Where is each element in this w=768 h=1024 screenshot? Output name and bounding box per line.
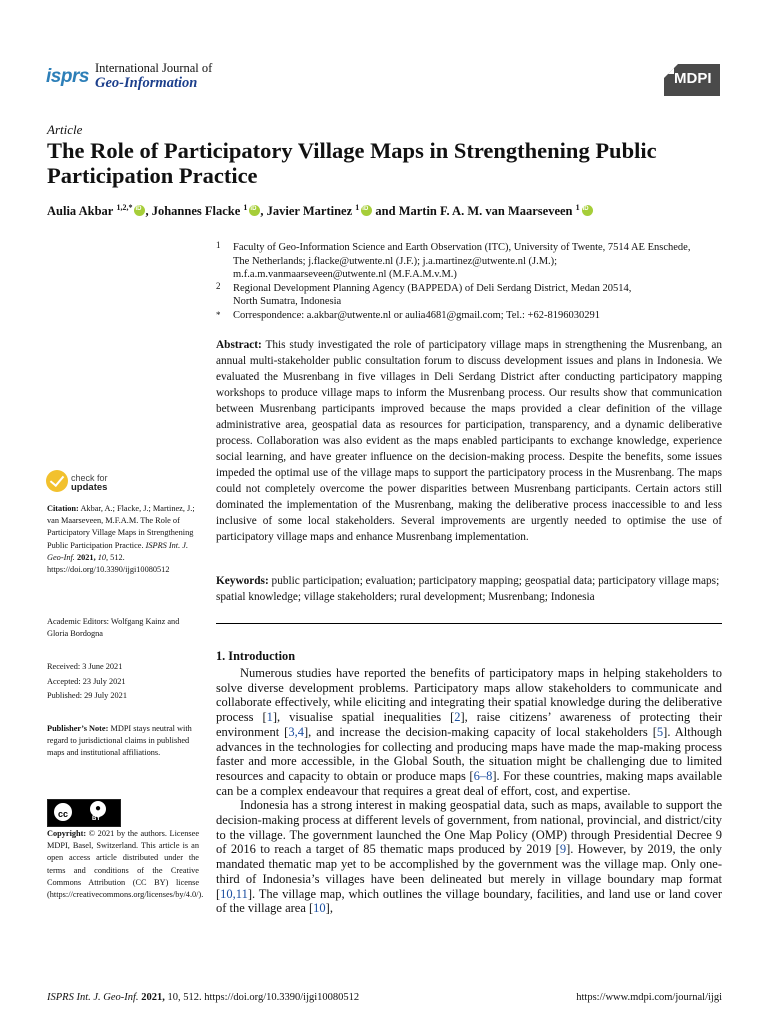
orcid-icon[interactable] [582, 205, 593, 216]
affiliation-row [216, 295, 736, 309]
affiliation-text: The Netherlands; j.flacke@utwente.nl (J.F.); j.a.martinez@utwente.nl (J.M.); [233, 256, 558, 267]
affiliation-number: 2 [216, 281, 221, 291]
affiliation-text: North Sumatra, Indonesia [233, 296, 342, 307]
academic-editors: Academic Editors: Wolfgang Kainz and Gloria Bordogna [47, 617, 180, 639]
affiliation-row [216, 255, 736, 269]
copyright-text: © 2021 by the authors. Licensee MDPI, Basel, Switzerland. This article is an open access article distributed under the terms and conditions of the Creative Commons Attribution (CC BY) license (https://creativecommons.org/licenses/by/4.0/). [47, 829, 204, 900]
citation-volume: 10, [97, 552, 109, 562]
citation-link[interactable]: 9 [559, 842, 567, 857]
published-date: Published: 29 July 2021 [47, 691, 127, 700]
footer-citation [47, 992, 359, 1003]
keywords-label: Keywords: [216, 575, 269, 587]
citation-link[interactable]: 3,4 [288, 724, 304, 739]
body-text-run: ]. The village map, which outlines the village boundary, facilities, and land use or land cover of the village area [ [216, 886, 722, 916]
footer-journal: ISPRS Int. J. Geo-Inf. [47, 992, 139, 1003]
affiliation-row [216, 309, 736, 323]
affiliation-row [216, 241, 736, 255]
author-name[interactable]: Javier Martinez [266, 204, 353, 219]
cc-by-license-badge[interactable] [47, 799, 121, 827]
citation-year: 2021, [76, 552, 96, 562]
journal-name-line2: Geo-Information [95, 75, 198, 91]
accepted-date: Accepted: 23 July 2021 [47, 677, 126, 686]
body-text [216, 666, 722, 916]
publisher-note-label: Publisher’s Note: [47, 724, 109, 733]
author-affiliation-mark: 1 [575, 203, 580, 212]
section-divider [216, 623, 722, 624]
citation-link[interactable]: 2 [454, 710, 461, 725]
abstract-text: This study investigated the role of participatory village maps in strengthening the Musrenbang, an annual multi-stakeholder public consultation forum to discuss development issues and plans in Indonesia. We evaluated the Musrenbang in five villages in Deli Serdang District after conducting participatory mapping workshops to produce village maps to inform the Musrenbang process. Our results show that communication between Musrenbang participants improved because the maps provided a clear definition of the village administrative area, geospatial data as resources for participation, transparency, and a dynamic deliberative process. Collaboration was also evident as the maps enabled participants to exchange knowledge, experience social learning, and have greater influence on the decision-making process. Despite the benefits, some issues impeded the optimal use of the village maps to support the participatory process in the Musrenbang. The maps could not completely overcome the power disparities between Musrenbang participants. Certain actors still dominated the implementation of the Musrenbang, making the deliberative process inaccessible to and less inclusive of some local stakeholders. Several improvements are urgently needed to optimise the use of participatory village maps and enhance Musrenbang implementation. [216, 339, 723, 543]
author-affiliation-mark: 1 [355, 203, 360, 212]
citation-label: Citation: [47, 504, 79, 513]
body-text-run: ]. For these countries, making maps available can be a complex endeavour that requires a great deal of effort, cost, and expertise. [216, 768, 722, 798]
footer-doi[interactable]: 10, 512. https://doi.org/10.3390/ijgi10080512 [167, 992, 360, 1003]
affiliation-text: Faculty of Geo-Information Science and Earth Observation (ITC), University of Twente, 7514 AE Enschede, [233, 242, 691, 253]
author-list: Aulia Akbar $^{1,2,*}$iD , Johannes Flacke $^1$iD , Javier Martinez $^1$iD and Martin F. A. M. van Maarseveen $^1$iD [47, 203, 737, 219]
body-text-run: ], raise citizens’ awareness of protecting their environment [ [216, 710, 723, 739]
article-title: The Role of Participatory Village Maps in Strengthening Public Participation Practice [47, 138, 657, 188]
journal-logo[interactable] [46, 60, 216, 96]
keywords-text: public participation; evaluation; participatory mapping; geospatial data; participatory village maps; spatial knowledge; village stakeholders; rural development; Musrenbang; Indonesia [216, 575, 720, 603]
check-for-updates-button[interactable] [46, 470, 136, 498]
body-text-run: Indonesia has a strong interest in making geospatial data, such as maps, available to support the decision-making process at different levels of government, from national, provincial, and district/city to the village. The government launched the One Map Policy (OMP) through Presidential Decree 9 of 2016 to reach a target of 85 thematic maps produced by 2019 [ [216, 798, 722, 857]
affiliation-text: m.f.a.m.vanmaarseveen@utwente.nl (M.F.A.M.v.M.) [233, 269, 457, 280]
affiliation-text: Correspondence: a.akbar@utwente.nl or aulia4681@gmail.com; Tel.: +62-8196030291 [233, 310, 600, 321]
body-paragraph [216, 798, 722, 916]
keywords [216, 573, 722, 605]
check-updates-line1: check for [71, 473, 108, 483]
cc-icon: cc [54, 803, 72, 821]
article-type: Article [47, 122, 83, 137]
journal-name-line1: International Journal of [95, 61, 213, 75]
body-text-run: ]. Although advances in the technologies for collecting and producing maps have made the map-making process faster and more accessible, in the Global South, the situation might be challenging due to limited resources and capacity to obtain or produce maps [ [216, 724, 723, 783]
author-conjunction: and [375, 204, 396, 219]
body-text-run: ], and increase the decision-making capacity of local stakeholders [ [303, 724, 657, 739]
isprs-logo-icon: isprs [46, 66, 89, 87]
affiliation-row [216, 268, 736, 282]
by-label: BY [92, 816, 101, 822]
body-text-run: ], [325, 901, 333, 916]
author-name[interactable]: Martin F. A. M. van Maarseveen [398, 204, 573, 219]
author-name[interactable]: Aulia Akbar [47, 204, 114, 219]
orcid-icon[interactable] [134, 205, 145, 216]
citation-link[interactable]: 10 [313, 901, 326, 916]
citation-doi[interactable]: 512. https://doi.org/10.3390/ijgi10080512 [47, 552, 170, 575]
mdpi-logo-text: MDPI [674, 70, 712, 87]
footer-journal-url[interactable]: https://www.mdpi.com/journal/ijgi [576, 992, 722, 1003]
citation-link[interactable]: 10,11 [220, 886, 248, 901]
citation-link[interactable]: 1 [266, 710, 273, 725]
copyright-label: Copyright: [47, 829, 87, 838]
orcid-icon[interactable] [361, 205, 372, 216]
footer-year: 2021, [141, 992, 165, 1003]
author-affiliation-mark: 1 [243, 203, 248, 212]
section-title: 1. Introduction [216, 649, 296, 663]
check-updates-line2: updates [71, 482, 108, 493]
received-date: Received: 3 June 2021 [47, 662, 123, 671]
citation-journal: ISPRS Int. J. Geo-Inf. [47, 540, 189, 562]
abstract [216, 337, 722, 545]
copyright-notice [47, 828, 204, 901]
person-icon: ● [90, 801, 106, 817]
orcid-icon[interactable] [249, 205, 260, 216]
citation-block [47, 503, 199, 576]
citation-link[interactable]: 5 [656, 724, 664, 739]
abstract-label: Abstract: [216, 339, 262, 351]
author-name[interactable]: Johannes Flacke [151, 204, 241, 219]
body-paragraph [216, 666, 722, 798]
body-text-run: ], visualise spatial inequalities [ [272, 710, 455, 725]
check-updates-icon [46, 470, 68, 492]
affiliation-row [216, 282, 736, 296]
affiliation-text: Regional Development Planning Agency (BAPPEDA) of Deli Serdang District, Medan 20514, [233, 283, 632, 294]
affiliation-number: 1 [216, 240, 221, 250]
publisher-note [47, 723, 199, 760]
affiliation-number: * [216, 310, 221, 320]
citation-text: Akbar, A.; Flacke, J.; Martinez, J.; van Maarseveen, M.F.A.M. The Role of Participatory Village Maps in Strengthening Public Participation Practice. [47, 504, 195, 550]
body-text-run: Numerous studies have reported the benefits of participatory maps in helping stakeholders to solve diverse development problems. Participatory maps allow stakeholders to communicate and collaborate effectively, while eliciting and integrating their spatial knowledge during the deliberative process [ [216, 666, 722, 725]
author-affiliation-mark: 1,2,* [116, 203, 133, 212]
citation-link[interactable]: 6–8 [473, 768, 493, 783]
body-text-run: ]. However, by 2019, the only mandated thematic map yet to be accomplished by the government was the village map. Only one-third of Indonesia’s villages have been delineated but merely in village boundary map format [ [216, 842, 722, 901]
publisher-note-text: MDPI stays neutral with regard to jurisdictional claims in published maps and institutional affiliations. [47, 724, 192, 758]
mdpi-logo[interactable] [664, 64, 720, 96]
